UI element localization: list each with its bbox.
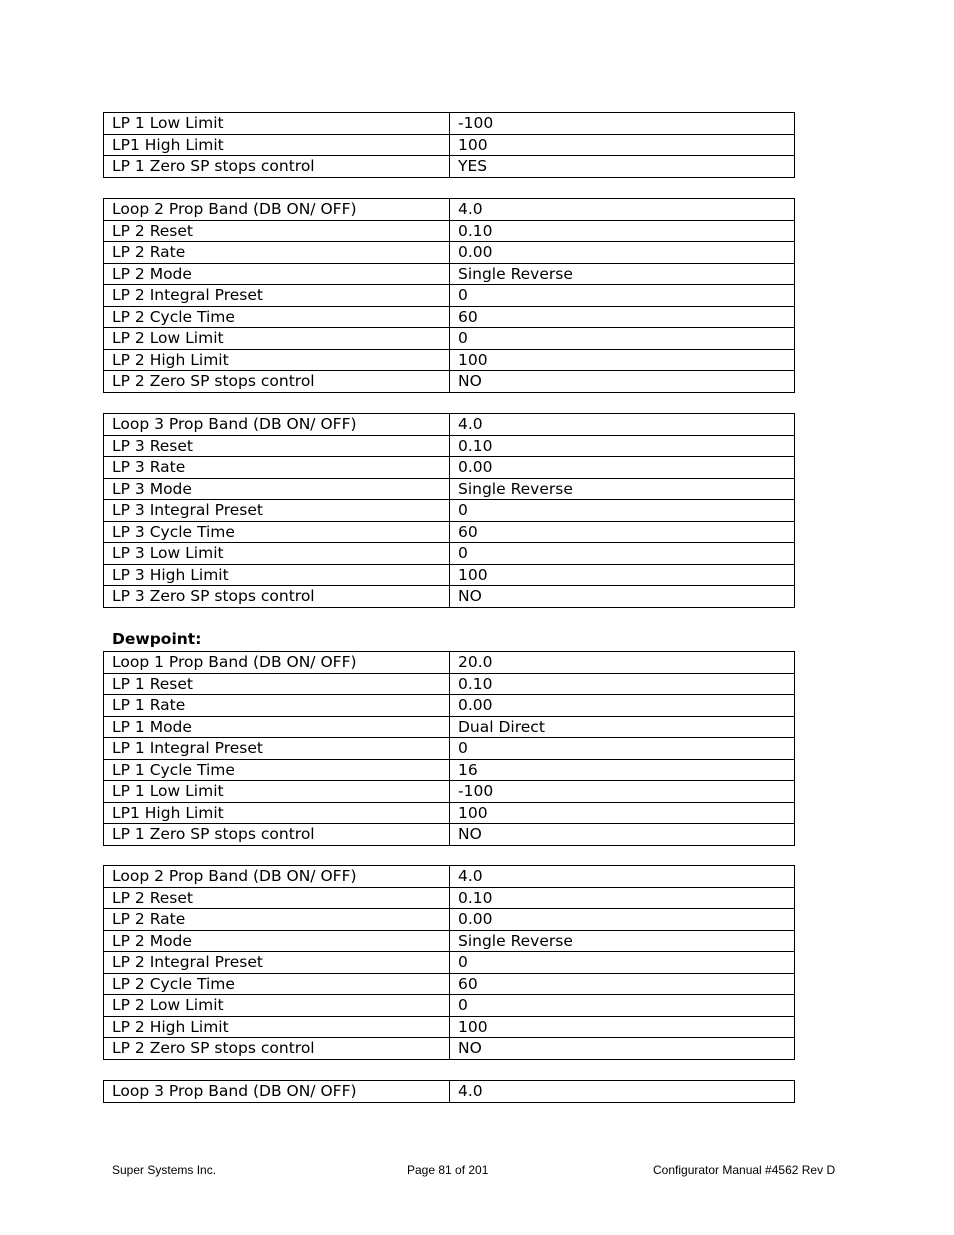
footer-page-number: Page 81 of 201 <box>407 1163 489 1177</box>
table-row <box>104 759 795 781</box>
table-row <box>104 564 795 586</box>
table-row <box>104 930 795 952</box>
table-row <box>104 716 795 738</box>
table-row <box>104 781 795 803</box>
table-row <box>104 328 795 350</box>
table-row <box>104 263 795 285</box>
table-row <box>104 909 795 931</box>
parameter-value: 60 <box>450 306 795 328</box>
parameter-name: LP 3 Integral Preset <box>104 500 450 522</box>
parameter-name: LP 2 Zero SP stops control <box>104 371 450 393</box>
parameter-table-6 <box>103 1080 795 1103</box>
table-row <box>104 586 795 608</box>
table-row <box>104 1081 795 1103</box>
parameter-value: 0.10 <box>450 887 795 909</box>
table-row <box>104 824 795 846</box>
table-row <box>104 220 795 242</box>
parameter-value: 0.00 <box>450 242 795 264</box>
parameter-name: LP 3 Low Limit <box>104 543 450 565</box>
parameter-value: 0 <box>450 500 795 522</box>
parameter-name: LP 1 Zero SP stops control <box>104 824 450 846</box>
parameter-value: 0.10 <box>450 435 795 457</box>
parameter-name: LP 2 Rate <box>104 242 450 264</box>
table-row <box>104 543 795 565</box>
parameter-name: LP 2 Mode <box>104 930 450 952</box>
parameter-value: 0 <box>450 995 795 1017</box>
table-row <box>104 285 795 307</box>
parameter-value: 4.0 <box>450 414 795 436</box>
parameter-name: LP 3 Reset <box>104 435 450 457</box>
parameter-value: Single Reverse <box>450 263 795 285</box>
parameter-name: LP 2 Reset <box>104 220 450 242</box>
table-row <box>104 802 795 824</box>
parameter-table-5 <box>103 865 795 1060</box>
table-row <box>104 500 795 522</box>
parameter-value: 0 <box>450 328 795 350</box>
parameter-value: NO <box>450 371 795 393</box>
parameter-name: Loop 1 Prop Band (DB ON/ OFF) <box>104 652 450 674</box>
table-row <box>104 349 795 371</box>
parameter-value: -100 <box>450 113 795 135</box>
parameter-name: LP 3 Rate <box>104 457 450 479</box>
parameter-name: Loop 2 Prop Band (DB ON/ OFF) <box>104 199 450 221</box>
parameter-name: LP 1 Reset <box>104 673 450 695</box>
parameter-value: 0 <box>450 952 795 974</box>
table-row <box>104 995 795 1017</box>
parameter-value: 0 <box>450 738 795 760</box>
parameter-name: Loop 3 Prop Band (DB ON/ OFF) <box>104 1081 450 1103</box>
parameter-name: LP 1 Low Limit <box>104 781 450 803</box>
parameter-value: 0 <box>450 543 795 565</box>
parameter-value: 100 <box>450 349 795 371</box>
parameter-value: 4.0 <box>450 866 795 888</box>
parameter-name: LP 2 Cycle Time <box>104 306 450 328</box>
parameter-name: LP 1 Mode <box>104 716 450 738</box>
parameter-value: 60 <box>450 973 795 995</box>
table-row <box>104 371 795 393</box>
parameter-value: 100 <box>450 802 795 824</box>
parameter-table-3 <box>103 413 795 608</box>
table-row <box>104 652 795 674</box>
parameter-name: LP 1 Low Limit <box>104 113 450 135</box>
table-row <box>104 414 795 436</box>
parameter-value: 0 <box>450 285 795 307</box>
parameter-name: Loop 2 Prop Band (DB ON/ OFF) <box>104 866 450 888</box>
table-row <box>104 156 795 178</box>
table-row <box>104 199 795 221</box>
parameter-name: LP 1 Integral Preset <box>104 738 450 760</box>
table-row <box>104 866 795 888</box>
table-row <box>104 973 795 995</box>
table-row <box>104 457 795 479</box>
parameter-name: LP 1 Rate <box>104 695 450 717</box>
parameter-value: Single Reverse <box>450 478 795 500</box>
parameter-value: 60 <box>450 521 795 543</box>
parameter-name: LP 2 High Limit <box>104 1016 450 1038</box>
parameter-name: Loop 3 Prop Band (DB ON/ OFF) <box>104 414 450 436</box>
table-row <box>104 738 795 760</box>
parameter-value: YES <box>450 156 795 178</box>
parameter-value: 20.0 <box>450 652 795 674</box>
parameter-value: NO <box>450 1038 795 1060</box>
parameter-name: LP 2 Integral Preset <box>104 285 450 307</box>
parameter-value: NO <box>450 586 795 608</box>
parameter-name: LP 2 Mode <box>104 263 450 285</box>
parameter-name: LP 2 Integral Preset <box>104 952 450 974</box>
parameter-name: LP 1 Zero SP stops control <box>104 156 450 178</box>
parameter-value: NO <box>450 824 795 846</box>
parameter-table-1 <box>103 112 795 178</box>
parameter-table-4 <box>103 651 795 846</box>
parameter-name: LP 2 Zero SP stops control <box>104 1038 450 1060</box>
parameter-name: LP 3 Cycle Time <box>104 521 450 543</box>
table-row <box>104 242 795 264</box>
table-row <box>104 113 795 135</box>
parameter-value: 0.10 <box>450 220 795 242</box>
footer-company: Super Systems Inc. <box>112 1163 217 1177</box>
table-row <box>104 306 795 328</box>
parameter-name: LP1 High Limit <box>104 802 450 824</box>
table-row <box>104 521 795 543</box>
table-row <box>104 695 795 717</box>
table-row <box>104 435 795 457</box>
parameter-value: Single Reverse <box>450 930 795 952</box>
table-row <box>104 673 795 695</box>
parameter-name: LP 3 Mode <box>104 478 450 500</box>
parameter-value: Dual Direct <box>450 716 795 738</box>
parameter-name: LP 2 High Limit <box>104 349 450 371</box>
table-row <box>104 952 795 974</box>
table-row <box>104 887 795 909</box>
parameter-name: LP 3 Zero SP stops control <box>104 586 450 608</box>
parameter-name: LP 1 Cycle Time <box>104 759 450 781</box>
table-row <box>104 1016 795 1038</box>
section-heading-dewpoint: Dewpoint: <box>112 630 202 648</box>
parameter-value: 100 <box>450 1016 795 1038</box>
parameter-value: 100 <box>450 564 795 586</box>
parameter-name: LP 2 Low Limit <box>104 995 450 1017</box>
parameter-name: LP 2 Cycle Time <box>104 973 450 995</box>
table-row <box>104 1038 795 1060</box>
parameter-name: LP1 High Limit <box>104 134 450 156</box>
parameter-value: 0.00 <box>450 695 795 717</box>
parameter-value: 4.0 <box>450 199 795 221</box>
parameter-value: 0.00 <box>450 457 795 479</box>
parameter-name: LP 2 Rate <box>104 909 450 931</box>
parameter-name: LP 3 High Limit <box>104 564 450 586</box>
parameter-value: 4.0 <box>450 1081 795 1103</box>
parameter-value: 0.10 <box>450 673 795 695</box>
parameter-value: 16 <box>450 759 795 781</box>
parameter-value: 100 <box>450 134 795 156</box>
table-row <box>104 478 795 500</box>
parameter-table-2 <box>103 198 795 393</box>
table-row <box>104 134 795 156</box>
parameter-name: LP 2 Low Limit <box>104 328 450 350</box>
parameter-name: LP 2 Reset <box>104 887 450 909</box>
footer-manual-id: Configurator Manual #4562 Rev D <box>653 1163 836 1177</box>
parameter-value: 0.00 <box>450 909 795 931</box>
parameter-value: -100 <box>450 781 795 803</box>
